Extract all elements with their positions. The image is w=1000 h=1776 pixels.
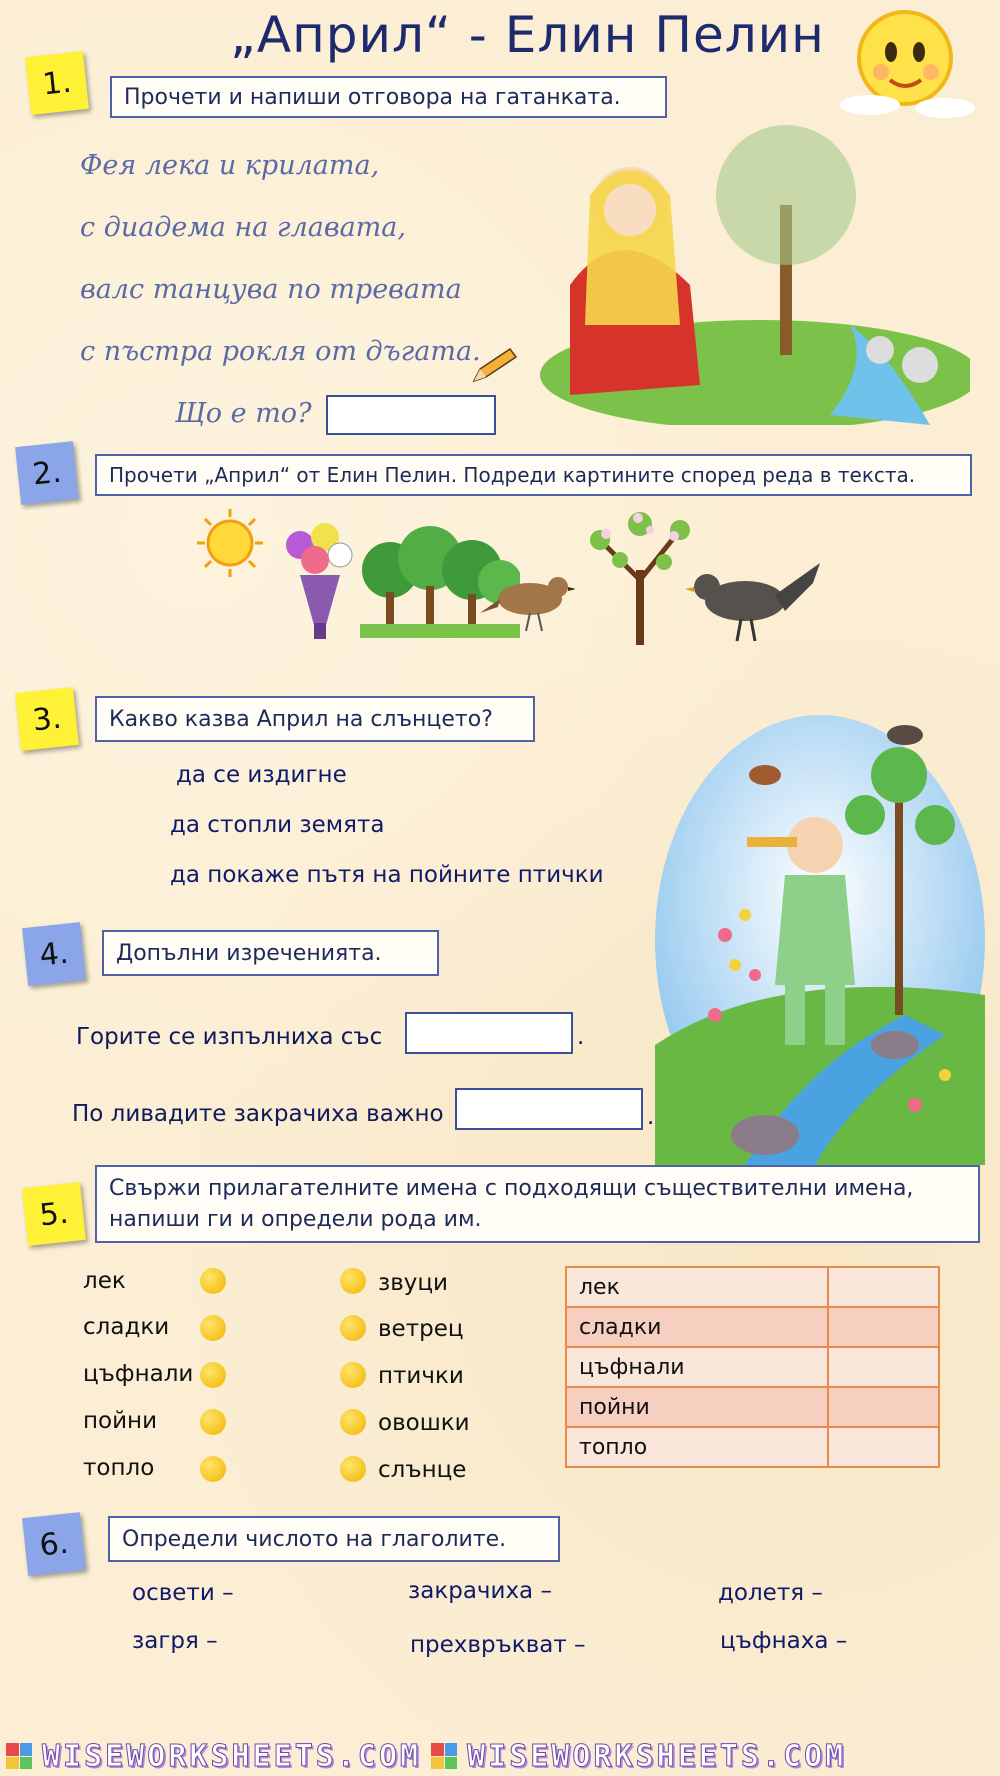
nightingale-picture[interactable] bbox=[480, 565, 575, 635]
april-boy-illustration bbox=[655, 715, 985, 1165]
table-cell-adjective: лек bbox=[566, 1267, 828, 1307]
footer-text: WISEWORKSHEETS.COM bbox=[42, 1738, 422, 1774]
cuckoo-picture[interactable] bbox=[685, 555, 820, 645]
adjective-label: сладки bbox=[83, 1314, 170, 1340]
footer-text: WISEWORKSHEETS.COM bbox=[467, 1738, 847, 1774]
riddle-answer-input[interactable] bbox=[326, 395, 496, 435]
section-3-number: 3. bbox=[15, 687, 79, 751]
sentence-2-period: . bbox=[647, 1104, 655, 1130]
sentence-2-text: По ливадите закрачиха важно bbox=[72, 1101, 444, 1127]
noun-label: ветрец bbox=[378, 1316, 464, 1342]
adjective-connector-dot[interactable] bbox=[200, 1268, 226, 1294]
adjective-connector-dot[interactable] bbox=[200, 1456, 226, 1482]
section-4-instruction: Допълни изреченията. bbox=[102, 930, 439, 976]
page-title: „Април“ - Елин Пелин bbox=[230, 6, 825, 64]
adjective-label: лек bbox=[83, 1268, 126, 1294]
table-row bbox=[566, 1267, 939, 1307]
sentence-1-input[interactable] bbox=[405, 1012, 573, 1054]
section-4-number: 4. bbox=[22, 922, 86, 986]
verb-item: прехвръкват – bbox=[410, 1632, 586, 1658]
sentence-1-text: Горите се изпълниха със bbox=[76, 1024, 383, 1050]
riddle-line: Фея лека и крилата, bbox=[80, 150, 380, 181]
answer-option[interactable]: да покаже пътя на пойните птички bbox=[170, 862, 604, 888]
footer-watermark bbox=[0, 1736, 1000, 1776]
table-row bbox=[566, 1347, 939, 1387]
table-cell-adjective: топло bbox=[566, 1427, 828, 1467]
blossoming-tree-picture[interactable] bbox=[580, 500, 700, 650]
table-cell-adjective: цъфнали bbox=[566, 1347, 828, 1387]
adjective-label: цъфнали bbox=[83, 1361, 194, 1387]
section-2-instruction: Прочети „Април“ от Елин Пелин. Подреди картините според реда в текста. bbox=[95, 454, 972, 496]
noun-connector-dot[interactable] bbox=[340, 1315, 366, 1341]
table-cell-answer[interactable] bbox=[828, 1307, 939, 1347]
riddle-question: Що е то? bbox=[175, 398, 312, 429]
noun-connector-dot[interactable] bbox=[340, 1268, 366, 1294]
table-row bbox=[566, 1427, 939, 1467]
section-1-number: 1. bbox=[25, 51, 89, 115]
pencil-icon bbox=[470, 345, 520, 385]
section-5-instruction-line: напиши ги и определи рода им. bbox=[109, 1207, 482, 1232]
section-5-number: 5. bbox=[22, 1182, 86, 1246]
riddle-line: валс танцува по тревата bbox=[80, 274, 462, 305]
noun-connector-dot[interactable] bbox=[340, 1409, 366, 1435]
sentence-1-period: . bbox=[577, 1024, 585, 1050]
answer-option[interactable]: да се издигне bbox=[176, 762, 347, 788]
adjective-label: топло bbox=[83, 1455, 155, 1481]
noun-label: птички bbox=[378, 1363, 464, 1389]
table-cell-answer[interactable] bbox=[828, 1267, 939, 1307]
section-6-instruction: Определи числото на глаголите. bbox=[108, 1516, 560, 1562]
section-5-instruction-line: Свържи прилагателните имена с подходящи съществителни имена, bbox=[109, 1176, 914, 1201]
table-cell-answer[interactable] bbox=[828, 1427, 939, 1467]
table-cell-answer[interactable] bbox=[828, 1387, 939, 1427]
gender-table bbox=[565, 1266, 940, 1468]
fairy-girl-illustration bbox=[530, 125, 970, 425]
adjective-connector-dot[interactable] bbox=[200, 1409, 226, 1435]
table-cell-answer[interactable] bbox=[828, 1347, 939, 1387]
flower-bouquet-picture[interactable] bbox=[270, 515, 360, 645]
riddle-line: с пъстра рокля от дъгата. bbox=[80, 336, 481, 367]
wiseworksheets-logo-icon bbox=[6, 1743, 32, 1769]
noun-connector-dot[interactable] bbox=[340, 1362, 366, 1388]
wiseworksheets-logo-icon bbox=[431, 1743, 457, 1769]
section-1-instruction: Прочети и напиши отговора на гатанката. bbox=[110, 76, 667, 118]
verb-item: закрачиха – bbox=[408, 1578, 552, 1604]
sun-illustration bbox=[835, 0, 995, 120]
table-cell-adjective: пойни bbox=[566, 1387, 828, 1427]
verb-item: загря – bbox=[132, 1628, 218, 1654]
verb-item: долетя – bbox=[718, 1580, 823, 1606]
adjective-connector-dot[interactable] bbox=[200, 1315, 226, 1341]
section-3-instruction: Какво казва Април на слънцето? bbox=[95, 696, 535, 742]
table-row bbox=[566, 1307, 939, 1347]
adjective-connector-dot[interactable] bbox=[200, 1362, 226, 1388]
noun-label: звуци bbox=[378, 1270, 448, 1296]
section-2-number: 2. bbox=[15, 441, 79, 505]
section-5-instruction bbox=[95, 1165, 980, 1243]
table-row bbox=[566, 1387, 939, 1427]
sentence-2-input[interactable] bbox=[455, 1088, 643, 1130]
noun-label: овошки bbox=[378, 1410, 470, 1436]
noun-label: слънце bbox=[378, 1457, 467, 1483]
sun-picture[interactable] bbox=[195, 505, 265, 585]
section-6-number: 6. bbox=[22, 1512, 86, 1576]
riddle-line: с диадема на главата, bbox=[80, 212, 406, 243]
verb-item: цъфнаха – bbox=[720, 1628, 848, 1654]
table-cell-adjective: сладки bbox=[566, 1307, 828, 1347]
noun-connector-dot[interactable] bbox=[340, 1456, 366, 1482]
verb-item: освети – bbox=[132, 1580, 234, 1606]
answer-option[interactable]: да стопли земята bbox=[170, 812, 385, 838]
adjective-label: пойни bbox=[83, 1408, 158, 1434]
